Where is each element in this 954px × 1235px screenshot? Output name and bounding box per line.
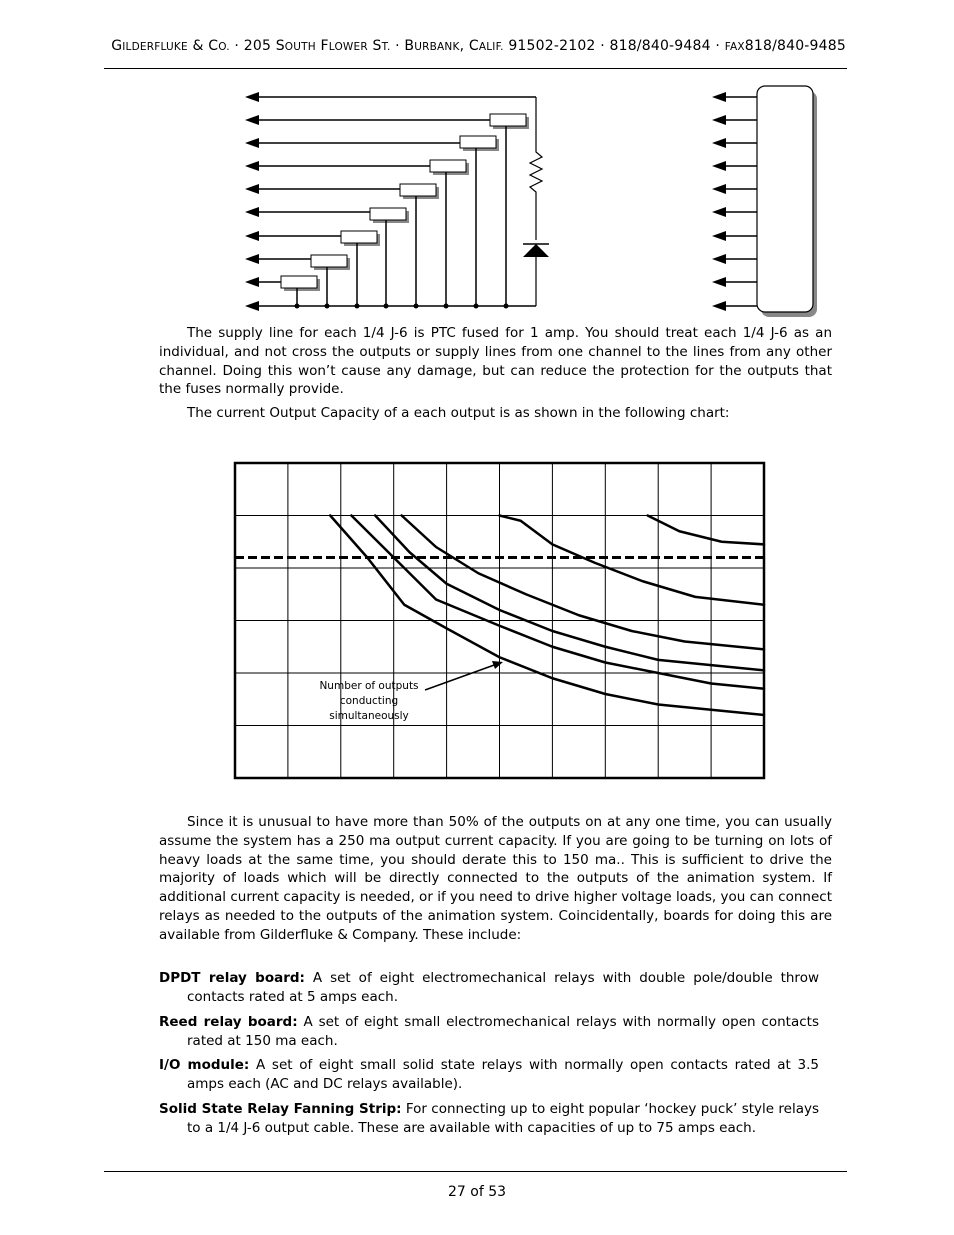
item-term: I/O module: [159,1057,250,1073]
item-text: A set of eight small solid state relays with normally open contacts rated at 3.5 amps each (AC and DC relays available). [187,1057,819,1092]
capacity-curve-2 [351,516,764,689]
annotation-arrow-line [425,664,497,690]
item-ssr [159,1100,819,1138]
intro-paragraph-2: The current Output Capacity of a each output is as shown in the following chart: [187,405,730,421]
annotation-line-2: conducting [339,695,399,707]
item-text: A set of eight electromechanical relays with double pole/double throw contacts rated at 5 amps each. [187,970,819,1005]
item-text: A set of eight small electromechanical relays with normally open contacts rated at 150 ma each. [187,1014,819,1049]
annotation-line-3: simultaneously [329,710,409,722]
capacity-curve-5 [500,516,765,605]
capacity-curve-6 [648,516,764,545]
item-term: DPDT relay board: [159,970,305,986]
footer-rule [104,1171,847,1172]
capacity-curve-4 [402,516,764,650]
page-header: GILDERFLUKE & CO. · 205 SOUTH FLOWER ST. · BURBANK, CALIF. 91502-2102 · 818/840-9484 · FAX818/840-9485 [111,38,846,54]
item-term: Reed relay board: [159,1014,298,1030]
chart-annotation [309,679,429,724]
annotation-line-1: Number of outputs [319,680,419,692]
item-reed [159,1013,819,1051]
page-number: 27 of 53 [447,1184,507,1200]
body-text [159,813,832,945]
item-dpdt [159,969,819,1007]
item-text: For connecting up to eight popular ‘hockey puck’ style relays to a 1/4 J-6 output cable. These are available with capacities of up to 75 amps each. [187,1101,819,1136]
item-io [159,1056,819,1094]
item-term: Solid State Relay Fanning Strip: [159,1101,402,1117]
body-paragraph: Since it is unusual to have more than 50% of the outputs on at any one time, you can usually assume the system has a 250 ma output current capacity. If you are going to be turning on lots of heavy loads at the same time, you should derate this to 150 ma.. This is sufficient to drive the majority of loads which will be directly connected to the outputs of the animation system. If additional current capacity is needed, or if you need to drive higher voltage loads, you can connect relays as needed to the outputs of the animation system. Coincidentally, boards for doing this are available from Gilderfluke & Company. These include: [159,814,832,943]
intro-paragraph-1: The supply line for each 1/4 J-6 is PTC fused for 1 amp. You should treat each 1/4 J-6 as an individual, and not cross the outputs or supply lines from one channel to the lines from any other channel. Doing this won’t cause any damage, but can reduce the protection for the outputs that the fuses normally provide. [159,325,832,398]
annotation-arrow-head [492,661,503,669]
